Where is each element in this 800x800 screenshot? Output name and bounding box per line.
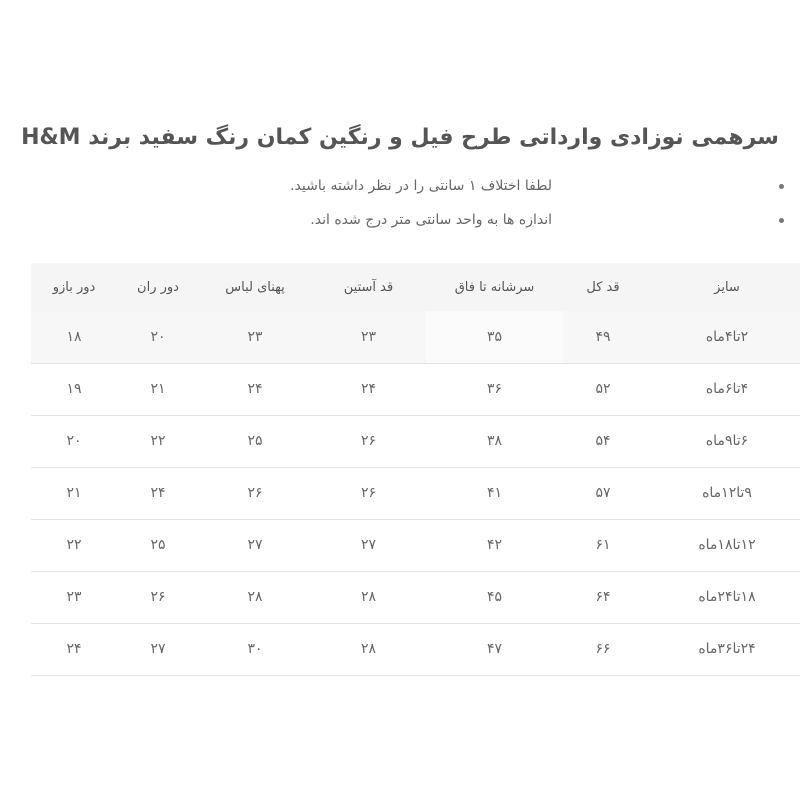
- cell-garment-width: ۲۶: [247, 485, 263, 501]
- cell-size: ۲تا۴ماه: [643, 311, 800, 363]
- notes-list: [212, 170, 772, 238]
- header-row: [31, 263, 800, 311]
- cell-garment-width: ۲۵: [247, 433, 263, 449]
- cell-arm: ۲۳: [66, 589, 82, 605]
- cell-arm: ۲۲: [66, 537, 82, 553]
- page-title: سرهمی نوزادی وارداتی طرح فیل و رنگین کمان رنگ سفید برند H&M: [21, 125, 779, 150]
- cell-thigh: ۲۶: [150, 589, 166, 605]
- bullet-icon: [779, 184, 784, 189]
- cell-total-length: ۵۷: [595, 485, 611, 501]
- table-row: [31, 623, 800, 675]
- cell-total-length: ۶۱: [595, 537, 611, 553]
- header-arm: دور بازو: [52, 279, 96, 295]
- cell-thigh: ۲۰: [117, 311, 199, 363]
- cell-arm: ۲۰: [66, 433, 82, 449]
- table-body: [31, 311, 800, 675]
- cell-total-length: ۴۹: [563, 311, 643, 363]
- table-row: [31, 311, 800, 363]
- cell-total-length: ۶۴: [595, 589, 611, 605]
- header-shoulder-to-crotch: سرشانه تا فاق: [454, 279, 535, 295]
- cell-garment-width: ۲۸: [247, 589, 263, 605]
- table-row: [31, 467, 800, 519]
- cell-garment-width: ۲۴: [247, 381, 263, 397]
- cell-sleeve-length: ۲۶: [360, 485, 377, 501]
- cell-thigh: ۲۵: [150, 537, 166, 553]
- table-row: [31, 363, 800, 415]
- cell-total-length: ۵۴: [595, 433, 611, 449]
- cell-size: ۱۸تا۲۴ماه: [698, 589, 756, 605]
- cell-shoulder-to-crotch: ۳۶: [486, 381, 503, 397]
- note-item: [212, 204, 772, 238]
- cell-arm: ۱۸: [31, 311, 117, 363]
- size-table: [31, 263, 800, 676]
- header-garment-width: پهنای لباس: [225, 279, 285, 295]
- cell-sleeve-length: ۲۷: [360, 537, 377, 553]
- table-row: [31, 571, 800, 623]
- cell-thigh: ۲۷: [150, 641, 166, 657]
- header-size: سایز: [714, 279, 740, 295]
- cell-sleeve-length: ۲۶: [360, 433, 377, 449]
- cell-shoulder-to-crotch: ۴۵: [486, 589, 503, 605]
- header-total-length: قد کل: [586, 279, 620, 295]
- cell-arm: ۲۱: [66, 485, 82, 501]
- table-row: [31, 519, 800, 571]
- cell-size: ۶تا۹ماه: [705, 433, 749, 449]
- cell-size: ۱۲تا۱۸ماه: [698, 537, 756, 553]
- cell-shoulder-to-crotch: ۴۷: [486, 641, 503, 657]
- table-row: [31, 415, 800, 467]
- cell-total-length: ۵۲: [595, 381, 611, 397]
- bullet-icon: [779, 218, 784, 223]
- note-text: اندازه ها به واحد سانتی متر درج شده اند.: [310, 212, 552, 228]
- cell-sleeve-length: ۲۸: [360, 589, 377, 605]
- note-item: [212, 170, 772, 204]
- cell-size: ۹تا۱۲ماه: [702, 485, 752, 501]
- cell-shoulder-to-crotch: ۳۸: [486, 433, 503, 449]
- cell-sleeve-length: ۲۳: [311, 311, 426, 363]
- table-header: [31, 263, 800, 311]
- cell-thigh: ۲۱: [150, 381, 166, 397]
- cell-sleeve-length: ۲۴: [360, 381, 377, 397]
- cell-shoulder-to-crotch: ۴۱: [486, 485, 503, 501]
- cell-size: ۴تا۶ماه: [705, 381, 749, 397]
- cell-arm: ۱۹: [66, 381, 82, 397]
- cell-shoulder-to-crotch: ۴۲: [486, 537, 503, 553]
- cell-size: ۲۴تا۳۶ماه: [698, 641, 756, 657]
- cell-garment-width: ۳۰: [247, 641, 263, 657]
- header-thigh: دور ران: [137, 279, 179, 295]
- cell-garment-width: ۲۷: [247, 537, 263, 553]
- note-text: لطفا اختلاف ۱ سانتی را در نظر داشته باشید.: [290, 178, 552, 194]
- cell-garment-width: ۲۳: [199, 311, 311, 363]
- header-sleeve-length: قد آستین: [343, 279, 394, 295]
- cell-shoulder-to-crotch: ۳۵: [426, 311, 563, 363]
- cell-thigh: ۲۴: [150, 485, 166, 501]
- cell-total-length: ۶۶: [595, 641, 611, 657]
- cell-arm: ۲۴: [66, 641, 82, 657]
- cell-sleeve-length: ۲۸: [360, 641, 377, 657]
- cell-thigh: ۲۲: [150, 433, 166, 449]
